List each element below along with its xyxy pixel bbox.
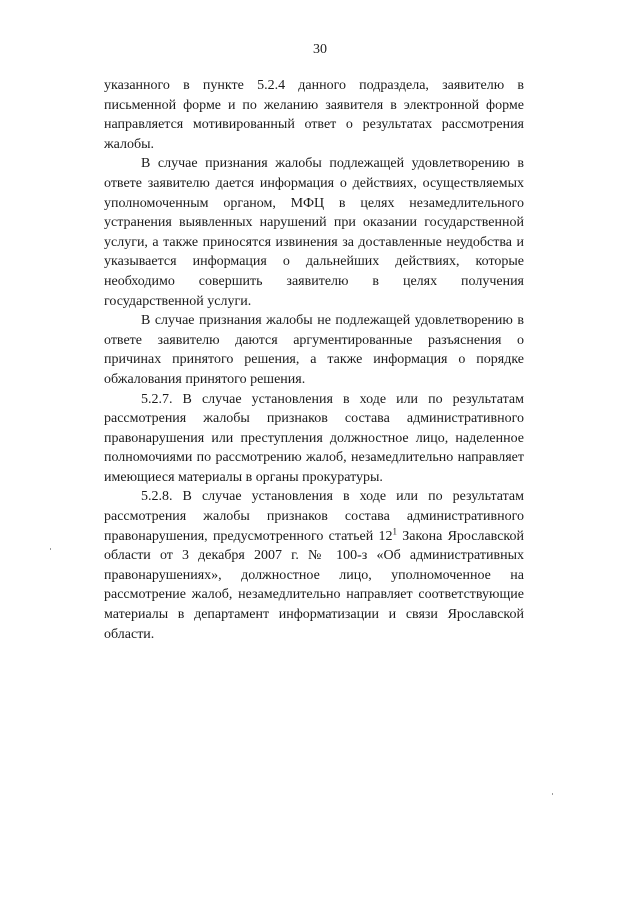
paragraph-5-2-8-text-before: 5.2.8. В случае установления в ходе или по результатам рассмотрения жалобы признаков состава административного правонарушения, предусмотренного статьей 12 (104, 489, 524, 544)
article-superscript: 1 (392, 526, 397, 536)
paragraph-5-2-8-text-after: Закона Ярославской области от 3 декабря 2007 г. № 100-з «Об административных правонарушениях», должностное лицо, уполномоченное на рассмотрение жалоб, незамедлительно направляет соответствующие материалы в департамент информатизации и связи Ярославской области. (104, 528, 524, 642)
document-body (104, 76, 524, 644)
paragraph-response-text: указанного в пункте 5.2.4 данного подраздела, заявителю в письменной форме и по желанию заявителя в электронной форме направляется мотивированный ответ о результатах рассмотрения жалобы. (104, 78, 524, 152)
paragraph-complaint-rejected: В случае признания жалобы не подлежащей удовлетворению в ответе заявителю даются аргументированные разъяснения о причинах принятого решения, а также информация о порядке обжалования принятого решения. (104, 313, 524, 387)
paragraph-5-2-8 (104, 487, 524, 644)
page-number: 30 (313, 42, 327, 57)
scan-speck (552, 793, 553, 795)
scan-speck (50, 548, 51, 550)
paragraph-5-2-7: 5.2.7. В случае установления в ходе или по результатам рассмотрения жалобы признаков состава административного правонарушения или преступления должностное лицо, наделенное полномочиями по рассмотрению жалоб, незамедлительно направляет имеющиеся материалы в органы прокуратуры. (104, 391, 524, 485)
paragraph-complaint-satisfied: В случае признания жалобы подлежащей удовлетворению в ответе заявителю дается информация о действиях, осуществляемых уполномоченным органом, МФЦ в целях незамедлительного устранения выявленных нарушений при оказании государственной услуги, а также приносятся извинения за доставленные неудобства и указывается информация о дальнейших действиях, которые необходимо совершить заявителю в целях получения государственной услуги. (104, 156, 524, 309)
